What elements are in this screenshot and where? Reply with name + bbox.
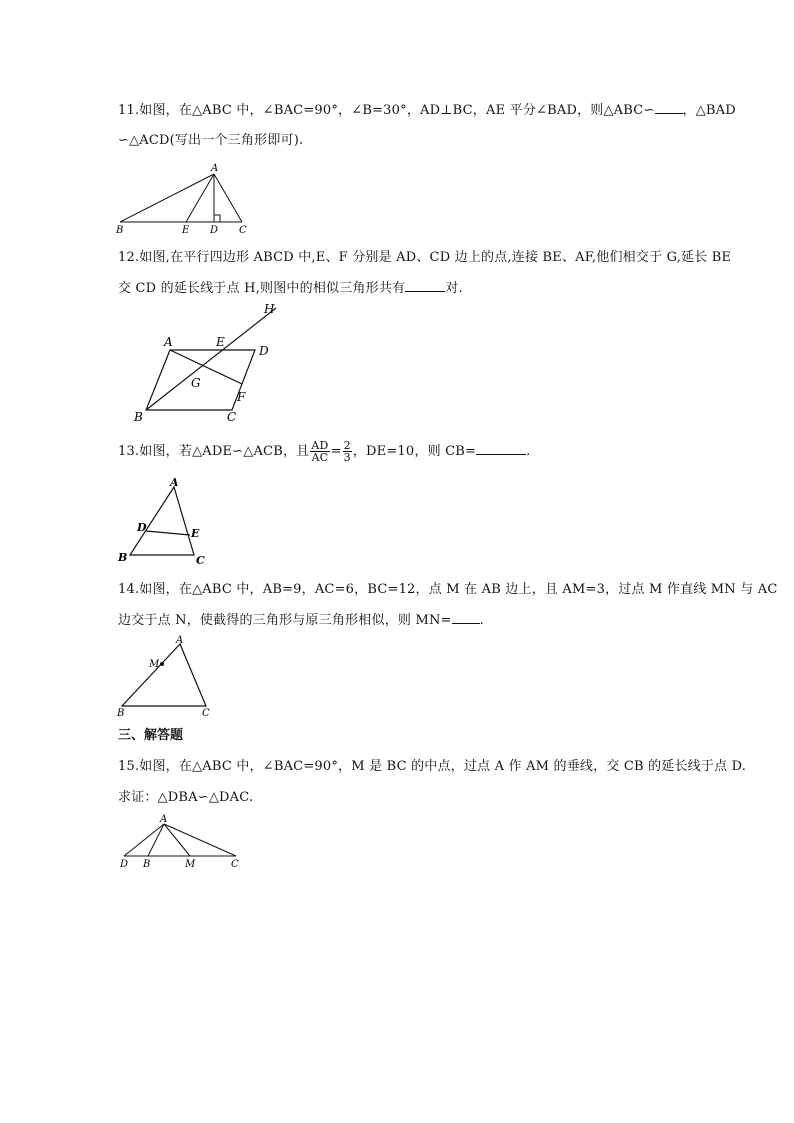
fig11-label-C: C — [239, 225, 247, 236]
fig12-label-G: G — [191, 376, 201, 390]
q14-line1: 14.如图，在△ABC 中，AB=9，AC=6，BC=12，点 M 在 AB 边上，且 AM=3，过点 M 作直线 MN 与 AC — [118, 582, 778, 597]
fig14-label-B: B — [117, 708, 125, 719]
fig14-point-M — [160, 662, 164, 666]
fig14-label-C: C — [202, 708, 210, 719]
fig13-label-B: B — [118, 551, 128, 564]
figure-15 — [112, 812, 247, 874]
q12-line1: 12.如图,在平行四边形 ABCD 中,E、F 分别是 AD、CD 边上的点,连接 BE、AF,他们相交于 G,延长 BE — [118, 250, 732, 265]
q13-line — [118, 440, 530, 464]
q13-fraction-ad-ac: $\frac{AD}{AC}$ — [311, 439, 329, 464]
q11-text-b: ，△BAD — [682, 103, 736, 118]
q14-text-b: . — [479, 613, 484, 628]
fig11-label-D: D — [210, 225, 219, 236]
q12-text-b: 对. — [445, 281, 463, 296]
q13-text-c: . — [526, 444, 531, 459]
q15-line2: 求证：△DBA∽△DAC. — [118, 790, 254, 805]
fig14-label-A: A — [176, 635, 184, 646]
fig13-label-E: E — [191, 527, 200, 540]
q13-text-a: 13.如图，若△ADE∽△ACB，且 — [118, 444, 310, 459]
figure-11 — [110, 160, 260, 235]
figure-13 — [112, 475, 222, 570]
fig12-label-B: B — [134, 410, 143, 424]
fig12-label-E: E — [216, 335, 225, 349]
fig15-label-B: B — [143, 859, 151, 870]
q14-text-a: 边交于点 N，使截得的三角形与原三角形相似，则 MN= — [118, 613, 452, 628]
q12-answer-blank[interactable] — [405, 279, 445, 292]
section-heading-answer-questions: 三、解答题 — [118, 728, 184, 743]
fig12-label-C: C — [227, 410, 237, 424]
fig12-label-D: D — [259, 344, 269, 358]
fig14-label-M: M — [149, 659, 160, 670]
q11-answer-blank[interactable] — [655, 101, 683, 114]
fig12-label-H: H — [264, 302, 275, 316]
figure-14 — [112, 630, 222, 725]
fig15-label-D: D — [120, 859, 129, 870]
fig15-label-C: C — [231, 859, 239, 870]
fig11-label-B: B — [116, 225, 124, 236]
q14-answer-blank[interactable] — [452, 611, 480, 624]
fig15-label-M: M — [185, 859, 196, 870]
q11-line1 — [118, 101, 736, 120]
q13-answer-blank[interactable] — [476, 442, 526, 455]
q13-text-b: ，DE=10，则 CB= — [352, 444, 477, 459]
q12-text-a: 交 CD 的延长线于点 H,则图中的相似三角形共有 — [118, 281, 406, 296]
q12-line2 — [118, 279, 463, 298]
q11-text-a: 11.如图，在△ABC 中，∠BAC=90°，∠B=30°，AD⊥BC，AE 平分∠BAD，则△ABC∽ — [118, 103, 655, 118]
q13-fraction-2-3: $\frac{2}{3}$ — [343, 439, 351, 464]
q11-line2: ∽△ACD(写出一个三角形即可). — [118, 133, 304, 148]
q15-line1: 15.如图，在△ABC 中，∠BAC=90°，M 是 BC 的中点，过点 A 作 AM 的垂线，交 CB 的延长线于点 D. — [118, 759, 747, 774]
fig11-label-E: E — [182, 225, 190, 236]
figure-12 — [130, 300, 290, 425]
fig13-label-D: D — [137, 521, 147, 534]
q13-equals: = — [330, 444, 342, 459]
fig15-label-A: A — [160, 814, 168, 825]
fig13-label-C: C — [196, 554, 205, 567]
fig11-label-A: A — [211, 163, 219, 174]
fig12-label-A: A — [164, 335, 173, 349]
q14-line2 — [118, 611, 484, 630]
fig12-label-F: F — [237, 390, 246, 404]
fig13-label-A: A — [170, 476, 179, 489]
